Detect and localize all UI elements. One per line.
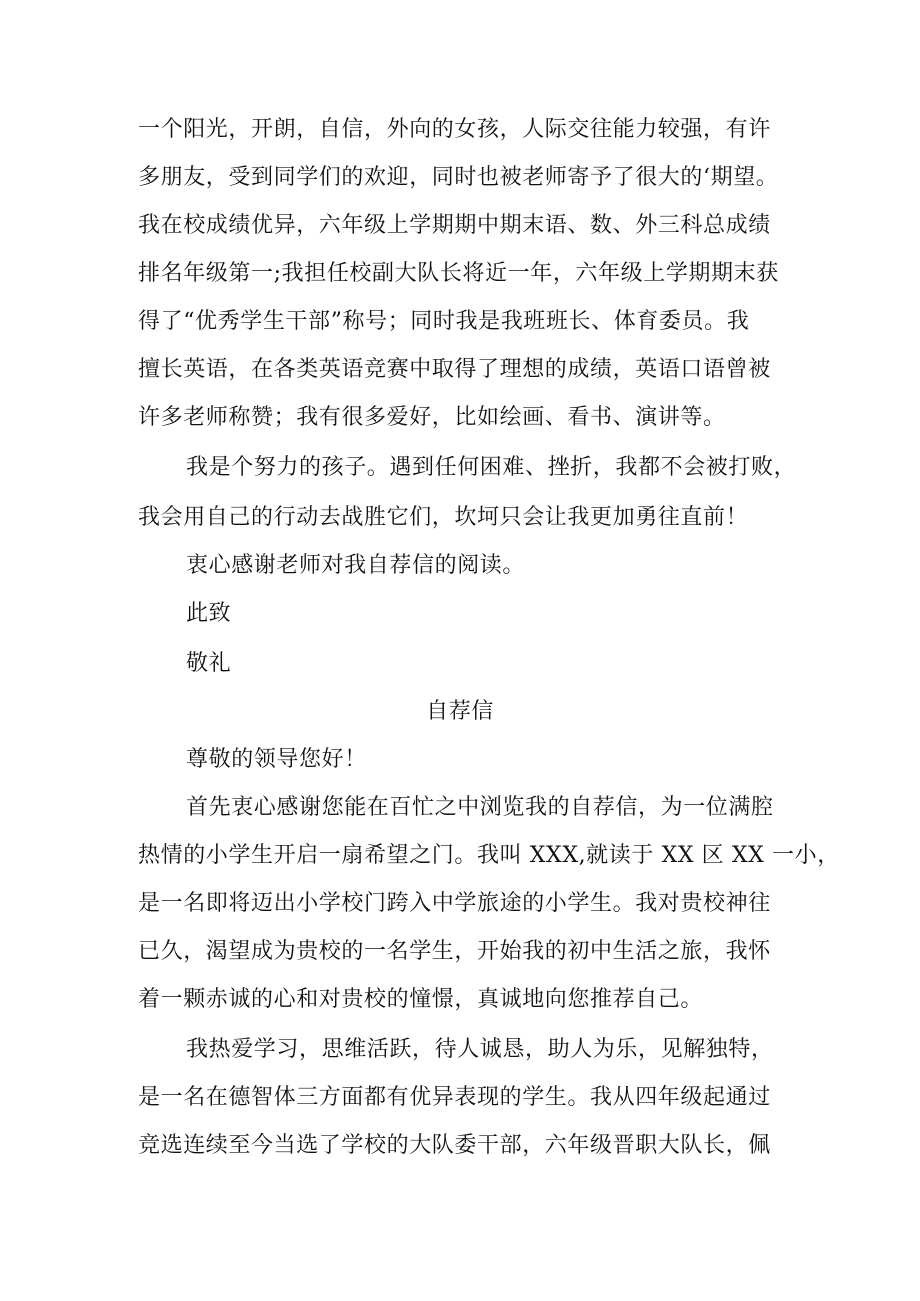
paragraph-1-line-5: 得了“优秀学生干部”称号；同时我是我班班长、体育委员。我 — [138, 309, 750, 334]
paragraph-1-line-3: 我在校成绩优异，六年级上学期期中期末语、数、外三科总成绩 — [138, 213, 771, 238]
paragraph-4-line-3: 竞选连续至今当选了学校的大队委干部，六年级晋职大队长，佩 — [138, 1133, 771, 1158]
paragraph-4-line-1: 我热爱学习，思维活跃，待人诚恳，助人为乐，见解独特， — [186, 1037, 774, 1062]
paragraph-2-line-2: 我会用自己的行动去战胜它们，坎坷只会让我更加勇往直前！ — [138, 505, 749, 530]
thanks-line: 衷心感谢老师对我自荐信的阅读。 — [186, 553, 526, 578]
closing-ci-zhi: 此致 — [186, 601, 232, 626]
paragraph-1-line-1: 一个阳光，开朗，自信，外向的女孩，人际交往能力较强，有许 — [138, 117, 771, 142]
paragraph-4-line-2: 是一名在德智体三方面都有优异表现的学生。我从四年级起通过 — [138, 1085, 771, 1110]
paragraph-2-line-1: 我是个努力的孩子。遇到任何困难、挫折，我都不会被打败， — [186, 455, 797, 480]
paragraph-1-line-4: 排名年级第一;我担任校副大队长将近一年，六年级上学期期末获 — [138, 261, 779, 286]
salutation: 尊敬的领导您好！ — [186, 747, 367, 772]
paragraph-1-line-2: 多朋友，受到同学们的欢迎，同时也被老师寄予了很大的‘期望。 — [138, 165, 779, 190]
paragraph-3-line-1: 首先衷心感谢您能在百忙之中浏览我的自荐信，为一位满腔 — [186, 795, 774, 820]
section-title: 自荐信 — [426, 699, 494, 724]
paragraph-3-line-5: 着一颗赤诚的心和对贵校的憧憬，真诚地向您推荐自己。 — [138, 987, 704, 1012]
paragraph-3-line-4: 已久，渴望成为贵校的一名学生，开始我的初中生活之旅，我怀 — [138, 939, 771, 964]
paragraph-3-line-2: 热情的小学生开启一扇希望之门。我叫 XXX,就读于 XX 区 XX 一小， — [138, 843, 840, 868]
paragraph-1-line-6: 擅长英语，在各类英语竞赛中取得了理想的成绩，英语口语曾被 — [138, 357, 771, 382]
paragraph-3-line-3: 是一名即将迈出小学校门跨入中学旅途的小学生。我对贵校神往 — [138, 891, 771, 916]
closing-jing-li: 敬礼 — [186, 651, 232, 676]
paragraph-1-line-7: 许多老师称赞；我有很多爱好，比如绘画、看书、演讲等。 — [138, 405, 726, 430]
